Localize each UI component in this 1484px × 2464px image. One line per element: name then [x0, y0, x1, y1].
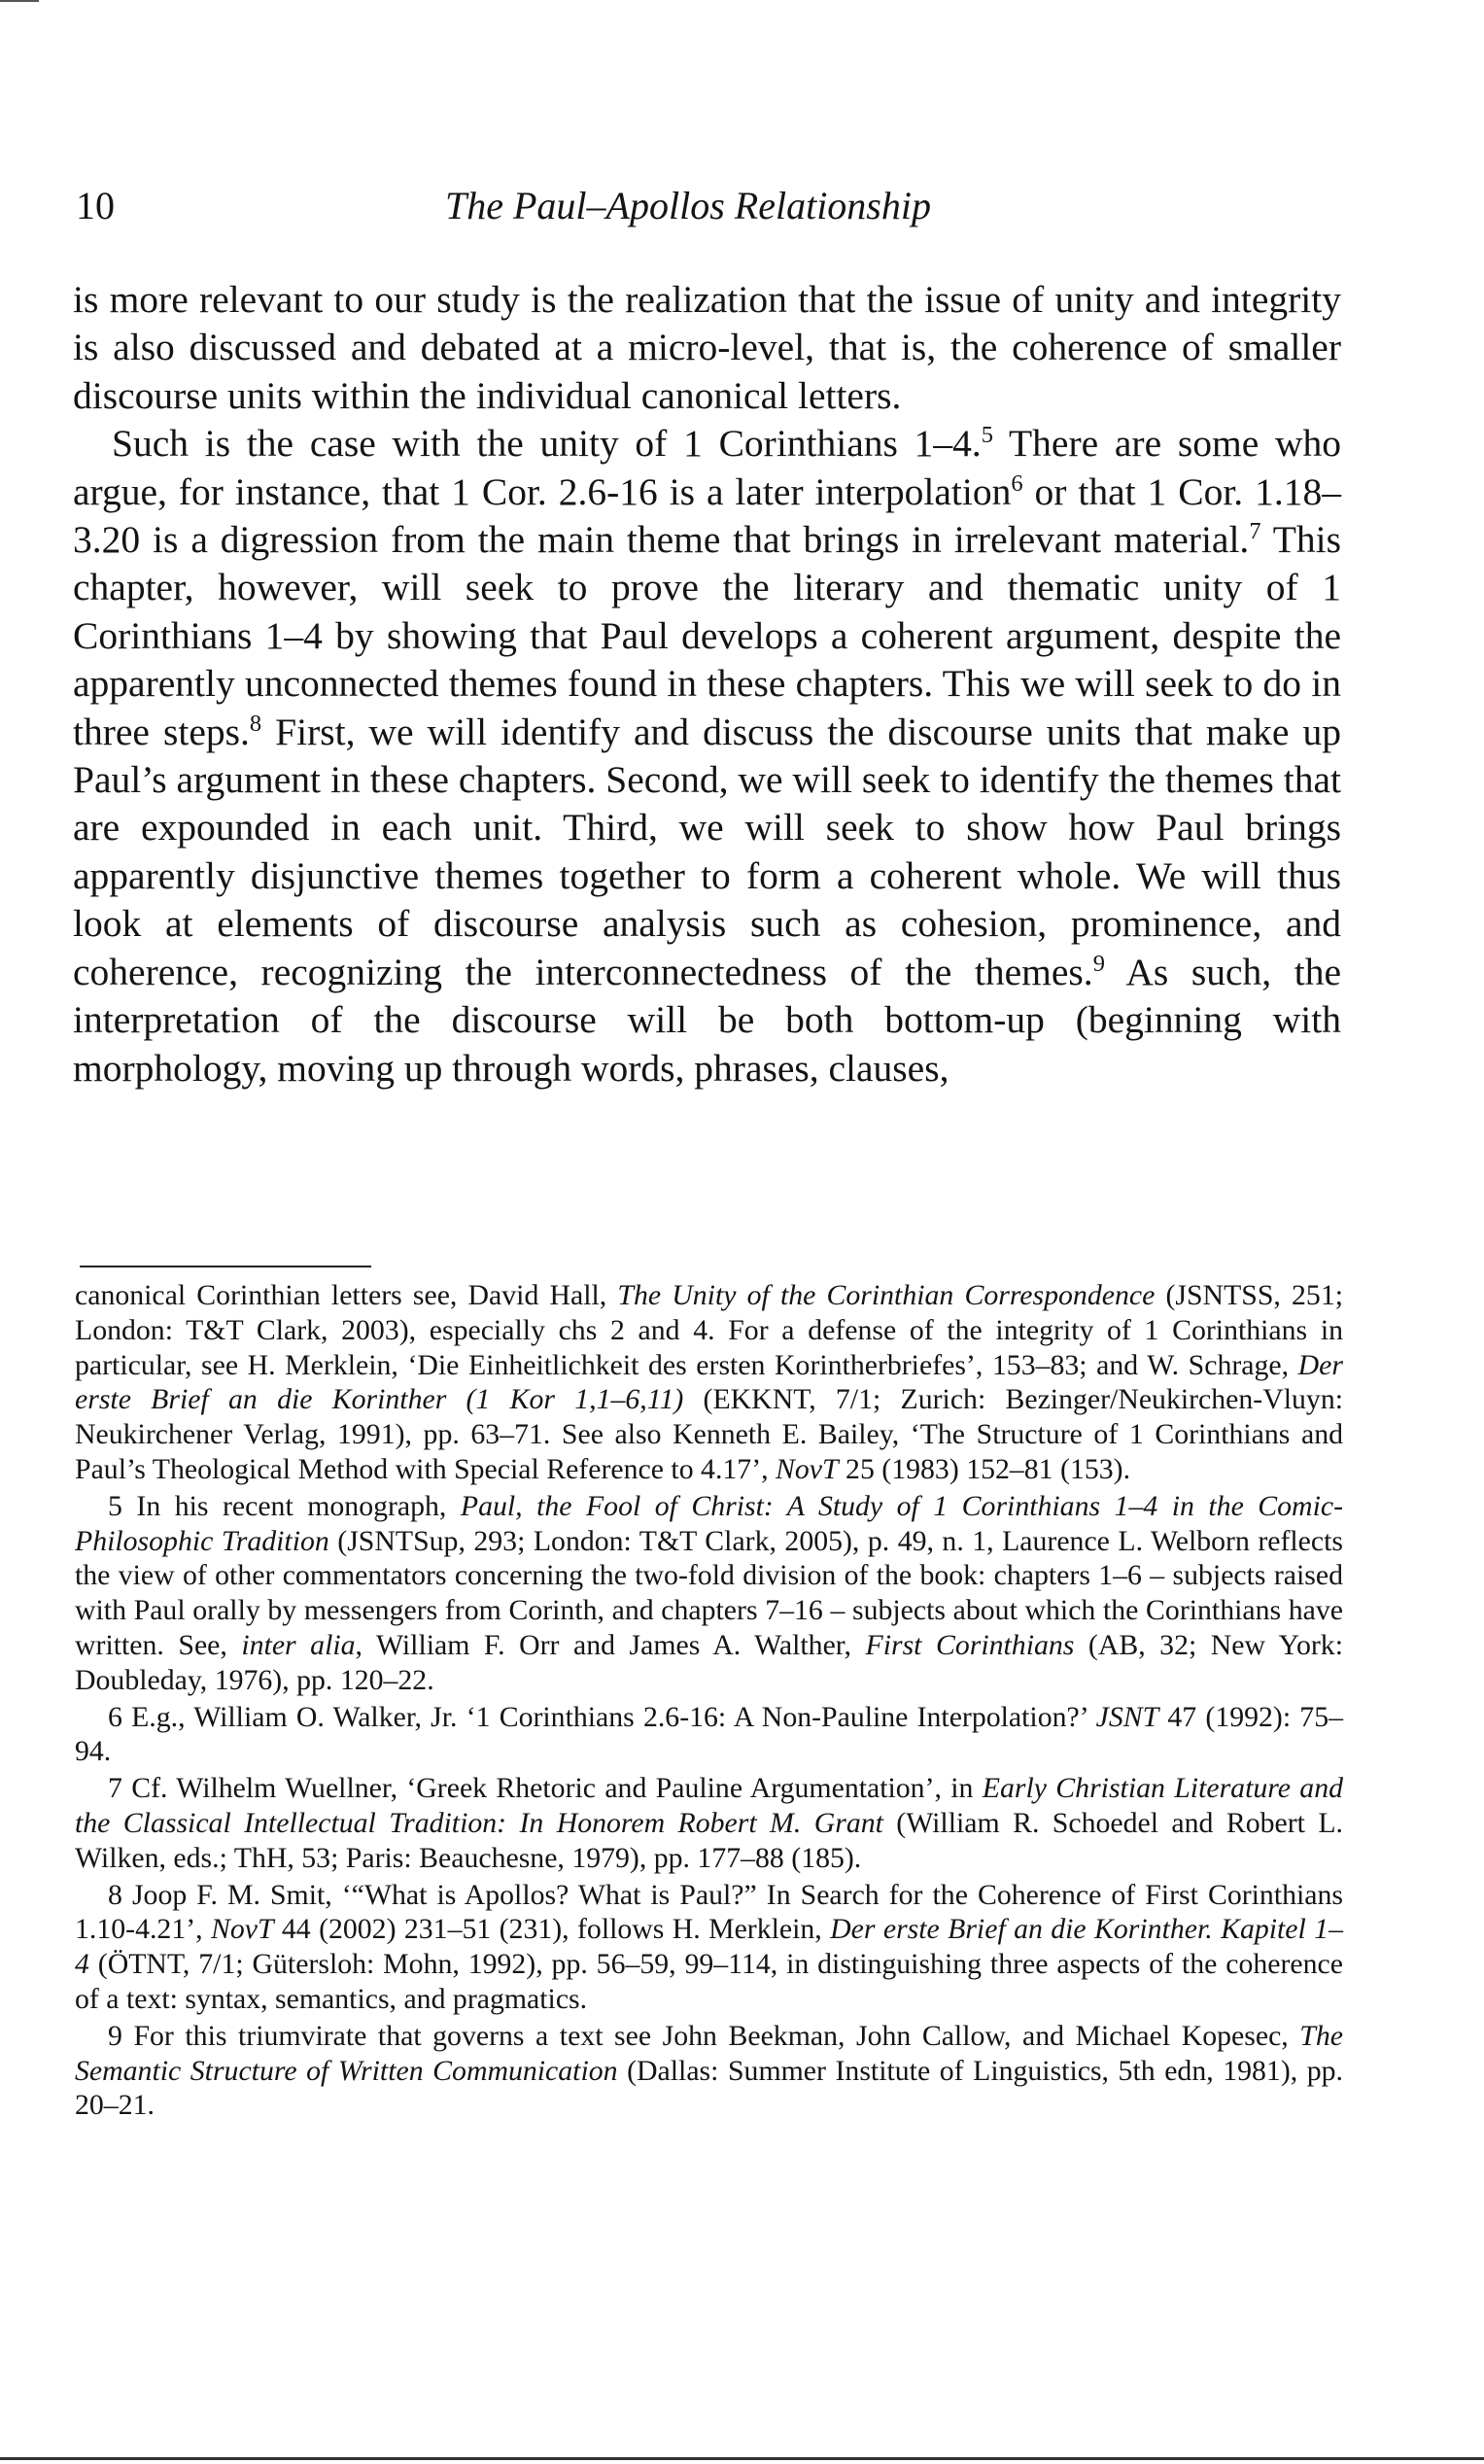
footnote-text: For this triumvirate that governs a text see John Beekman, John Callow, and Michael Kopesec,	[121, 2019, 1300, 2052]
bottom-edge-rule	[0, 2457, 1484, 2460]
footnote-8	[75, 1878, 1343, 2017]
top-edge-rule	[0, 0, 39, 2]
footnote-text: In his recent monograph,	[121, 1489, 461, 1522]
paragraph-1: is more relevant to our study is the realization that the issue of unity and integrity is also discussed and debated at a micro-level, that is, the coherence of smaller discourse units within the individual canonical letters.	[73, 278, 1341, 417]
footnote-ref-5: 5	[981, 422, 994, 449]
footnote-text: 44 (2002) 231–51 (231), follows H. Merklein,	[273, 1913, 831, 1946]
footnote-ref-8: 8	[249, 710, 262, 737]
footnote-6	[75, 1700, 1343, 1770]
footnote-ref-9: 9	[1092, 950, 1105, 977]
footnote-italic: First Corinthians	[865, 1628, 1075, 1661]
footnote-ref-7: 7	[1249, 517, 1261, 544]
footnote-number: 7	[108, 1772, 122, 1805]
footnote-text: (Dallas: Summer Institute of Linguistics, 5th edn, 1981), pp. 20–21.	[75, 2054, 1343, 2122]
footnote-7	[75, 1771, 1343, 1875]
footnotes	[75, 1278, 1343, 2125]
footnote-4-continued	[75, 1278, 1343, 1487]
footnote-number: 6	[108, 1700, 122, 1733]
footnote-text: canonical Corinthian letters see, David Hall,	[75, 1279, 618, 1311]
footnote-number: 8	[108, 1878, 122, 1911]
footnote-text: (JSNTSup, 293; London: T&T Clark, 2005), p. 49, n. 1, Laurence L. Welborn reflects the view of other commentators concerning the two-fold division of the book: chapters 1–6 – subjects raised with Paul orally by messengers from Corinth, and chapters 7–16 – subjects about which the Corinthians have written. See,	[75, 1524, 1343, 1661]
footnote-italic: inter alia	[241, 1628, 356, 1661]
footnote-italic: Early Christian Literature and the Classical Intellectual Tradition: In Honorem Robert M. Grant	[75, 1772, 1343, 1839]
footnote-number: 9	[108, 2019, 122, 2052]
footnote-text: (ÖTNT, 7/1; Gütersloh: Mohn, 1992), pp. 56–59, 99–114, in distinguishing three aspects of the coherence of a text: syntax, semantics, and pragmatics.	[75, 1948, 1343, 2015]
paragraph-2	[73, 420, 1341, 1093]
footnote-text: 47 (1992): 75–94.	[75, 1700, 1343, 1768]
footnote-italic: NovT	[210, 1913, 274, 1946]
paragraph-2-text: Such is the case with the unity of 1 Corinthians 1–4.	[112, 422, 982, 466]
footnote-text: (EKKNT, 7/1; Zurich: Bezinger/Neukirchen-Vluyn: Neukirchener Verlag, 1991), pp. 63–71. See also Kenneth E. Bailey, ‘The Structure of 1 Corinthians and Paul’s Theological Method with Special Reference to 4.17’,	[75, 1383, 1343, 1485]
footnote-italic: Der erste Brief an die Korinther. Kapitel 1–4	[75, 1913, 1343, 1981]
paragraph-2-text: This chapter, however, will seek to prove the literary and thematic unity of 1 Corinthians 1–4 by showing that Paul develops a coherent argument, despite the apparently unconnected themes found in these chapters. This we will seek to do in three steps.	[73, 518, 1341, 753]
footnote-italic: Der erste Brief an die Korinther (1 Kor 1,1–6,11)	[75, 1348, 1343, 1416]
footnote-text: E.g., William O. Walker, Jr. ‘1 Corinthians 2.6-16: A Non-Pauline Interpolation?’	[121, 1700, 1096, 1733]
running-title: The Paul–Apollos Relationship	[445, 184, 931, 227]
footnote-number: 5	[108, 1489, 122, 1522]
footnote-9	[75, 2019, 1343, 2123]
paragraph-2-text: or that 1 Cor. 1.18–3.20 is a digression from the main theme that brings in irrelevant material.	[73, 469, 1341, 562]
footnote-italic: Paul, the Fool of Christ: A Study of 1 Corinthians 1–4 in the Comic-Philosophic Tradition	[75, 1489, 1343, 1557]
paragraph-2-text: As such, the interpretation of the discourse will be both bottom-up (beginning with morphology, moving up through words, phrases, clauses,	[73, 950, 1341, 1090]
paragraph-2-text: There are some who argue, for instance, that 1 Cor. 2.6-16 is a later interpolation	[73, 422, 1341, 513]
footnote-text: Joop F. M. Smit, ‘“What is Apollos? What is Paul?” In Search for the Coherence of First Corinthians 1.10-4.21’,	[75, 1878, 1343, 1946]
footnote-text: (William R. Schoedel and Robert L. Wilken, eds.; ThH, 53; Paris: Beauchesne, 1979), pp. 177–88 (185).	[75, 1806, 1343, 1874]
footnote-italic: The Semantic Structure of Written Communication	[75, 2019, 1343, 2087]
footnote-text: Cf. Wilhelm Wuellner, ‘Greek Rhetoric and Pauline Argumentation’, in	[121, 1772, 983, 1805]
footnote-separator	[80, 1266, 371, 1267]
footnote-ref-6: 6	[1011, 469, 1023, 497]
footnote-italic: The Unity of the Corinthian Correspondence	[617, 1279, 1156, 1311]
footnote-italic: NovT	[776, 1452, 839, 1485]
footnote-5	[75, 1489, 1343, 1698]
footnote-italic: JSNT	[1095, 1700, 1159, 1733]
main-text	[73, 276, 1341, 1093]
footnote-text: (AB, 32; New York: Doubleday, 1976), pp. 120–22.	[75, 1628, 1343, 1696]
footnote-text: (JSNTSS, 251; London: T&T Clark, 2003), especially chs 2 and 4. For a defense of the integrity of 1 Corinthians in particular, see H. Merklein, ‘Die Einheitlichkeit des ersten Korintherbriefes’, 153–83; and W. Schrage,	[75, 1279, 1343, 1381]
paragraph-2-text: First, we will identify and discuss the discourse units that make up Paul’s argument in these chapters. Second, we will seek to identify the themes that are expounded in each unit. Third, we will seek to show how Paul brings apparently disjunctive themes together to form a coherent whole. We will thus look at elements of discourse analysis such as cohesion, prominence, and coherence, recognizing the interconnectedness of the themes.	[73, 710, 1341, 993]
page-header	[76, 183, 1339, 237]
footnote-text: 25 (1983) 152–81 (153).	[838, 1452, 1131, 1485]
footnote-text: , William F. Orr and James A. Walther,	[355, 1628, 866, 1661]
page-number: 10	[76, 184, 115, 227]
